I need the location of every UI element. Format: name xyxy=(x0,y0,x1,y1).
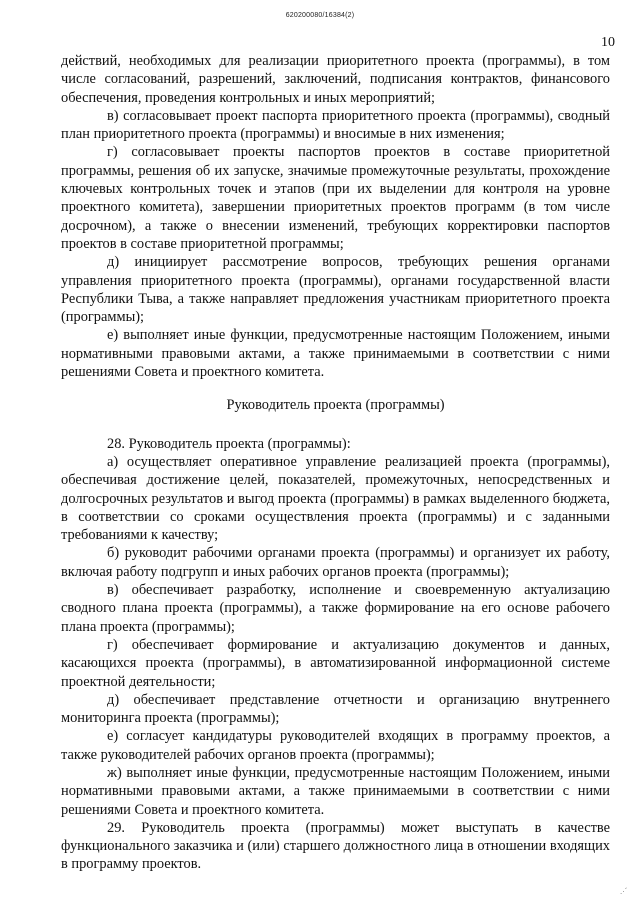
paragraph-continuation: действий, необходимых для реализации приоритетного проекта (программы), в том числе согласований, разрешений, заключений, подписания контрактов, финансового обеспечения, проведения контрольных и иных мероприятий; xyxy=(61,53,610,106)
list-item-v2: в) обеспечивает разработку, исполнение и своевременную актуализацию сводного плана проекта (программы), а также формирование на его основе рабочего плана проекта (программы); xyxy=(61,582,610,635)
list-item-g: г) согласовывает проекты паспортов проектов в составе приоритетной программы, решения об их запуске, значимые промежуточные результаты, прохождение ключевых контрольных точек и этапов (при их выделении для контроля на уровне проектного комитета), завершении приоритетных проектов программ (в том числе досрочном), а также о внесении изменений, требующих корректировки паспортов проектов в составе приоритетной программы; xyxy=(61,144,610,252)
list-item-d2: д) обеспечивает представление отчетности и организацию внутреннего мониторинга проекта (программы); xyxy=(61,691,610,727)
clause-28: 28. Руководитель проекта (программы): xyxy=(107,435,351,452)
list-item-e2: е) согласует кандидатуры руководителей входящих в программу проектов, а также руководителей рабочих органов проекта (программы); xyxy=(61,728,610,763)
list-item-e: е) выполняет иные функции, предусмотренные настоящим Положением, иными нормативными правовыми актами, а также принимаемыми в соответствии с ними решениями Совета и проектного комитета. xyxy=(61,327,610,381)
document-id: 620200080/16384(2) xyxy=(285,12,355,19)
clause-29: 29. Руководитель проекта (программы) может выступать в качестве функционального заказчика и (или) старшего должностного лица в отношении входящих в программу проектов. xyxy=(61,819,610,873)
list-item-a: а) осуществляет оперативное управление реализацией проекта (программы), обеспечивая достижение целей, показателей, промежуточных, непосредственных и долгосрочных результатов и выгод проекта (программы) в рамках выделенного бюджета, в соответствии со сроками осуществления проекта (программы) и с заданными требованиями к качеству; xyxy=(61,453,610,544)
list-item-g2: г) обеспечивает формирование и актуализацию документов и данных, касающихся проекта (программы), в автоматизированной информационной системе проектной деятельности; xyxy=(61,636,610,690)
list-item-b: б) руководит рабочими органами проекта (программы) и организует их работу, включая работу подгрупп и иных рабочих органов проекта (программы); xyxy=(61,545,610,580)
list-item-v: в) согласовывает проект паспорта приоритетного проекта (программы), сводный план приоритетного проекта (программы) и вносимые в них изменения; xyxy=(61,107,610,143)
page-number: 10 xyxy=(601,35,615,50)
list-item-d: д) инициирует рассмотрение вопросов, требующих решения органами управления приоритетного проекта (программы), органами государственной власти Республики Тыва, а также направляет предложения участникам приоритетного проекта (программы); xyxy=(61,254,610,326)
section-heading: Руководитель проекта (программы) xyxy=(226,397,445,414)
list-item-zh: ж) выполняет иные функции, предусмотренные настоящим Положением, иными нормативными правовыми актами, а также принимаемыми в соответствии с ними решениями Совета и проектного комитета. xyxy=(61,764,610,818)
document-body xyxy=(61,52,610,874)
scan-mark: .·´ xyxy=(620,887,628,896)
